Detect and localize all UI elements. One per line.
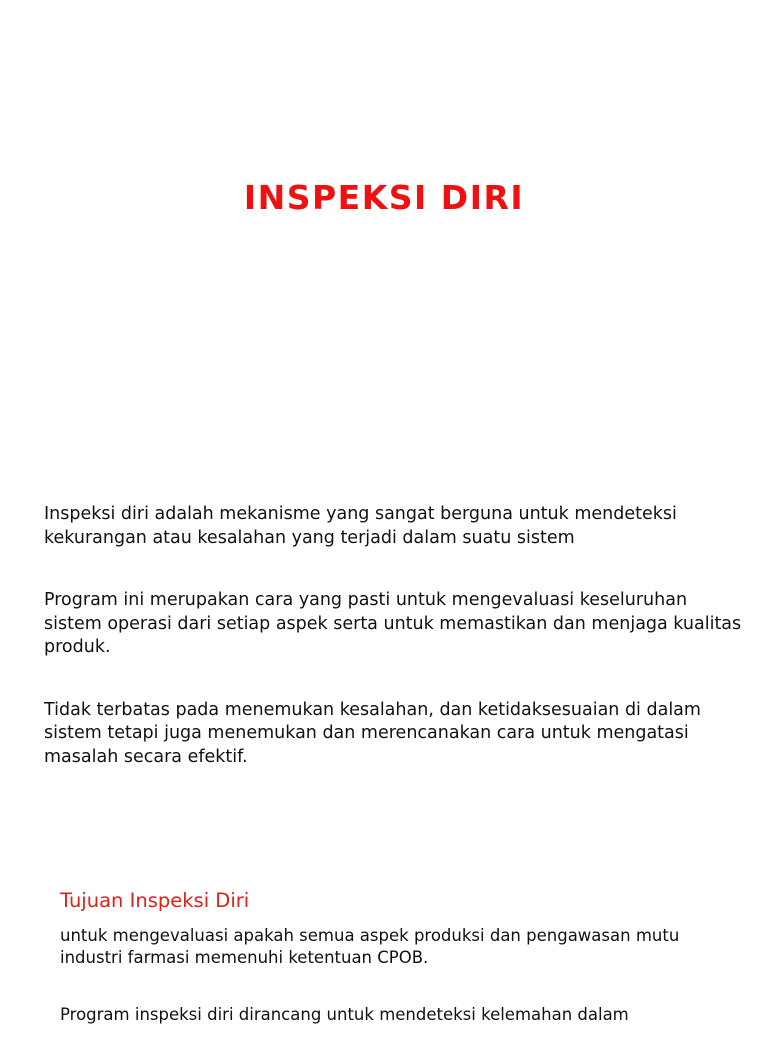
section-paragraph-design: Program inspeksi diri dirancang untuk mendeteksi kelemahan dalam [60, 1005, 629, 1024]
intro-paragraphs [44, 503, 744, 808]
paragraph-scope: Tidak terbatas pada menemukan kesalahan, dan ketidaksesuaian di dalam sistem tetapi juga menemukan dan merencanakan cara untuk mengatasi masalah secara efektif. [44, 699, 701, 767]
paragraph-program: Program ini merupakan cara yang pasti untuk mengevaluasi keseluruhan sistem operasi dari setiap aspek serta untuk memastikan dan menjaga kualitas produk. [44, 590, 742, 657]
section-body [60, 925, 740, 1062]
section-heading-tujuan: Tujuan Inspeksi Diri [60, 889, 250, 912]
section-paragraph-purpose: untuk mengevaluasi apakah semua aspek produksi dan pengawasan mutu industri farmasi memenuhi ketentuan CPOB. [60, 926, 680, 967]
page-title: INSPEKSI DIRI [243, 178, 525, 217]
paragraph-definition: Inspeksi diri adalah mekanisme yang sangat berguna untuk mendeteksi kekurangan atau kesalahan yang terjadi dalam suatu sistem [44, 504, 677, 548]
